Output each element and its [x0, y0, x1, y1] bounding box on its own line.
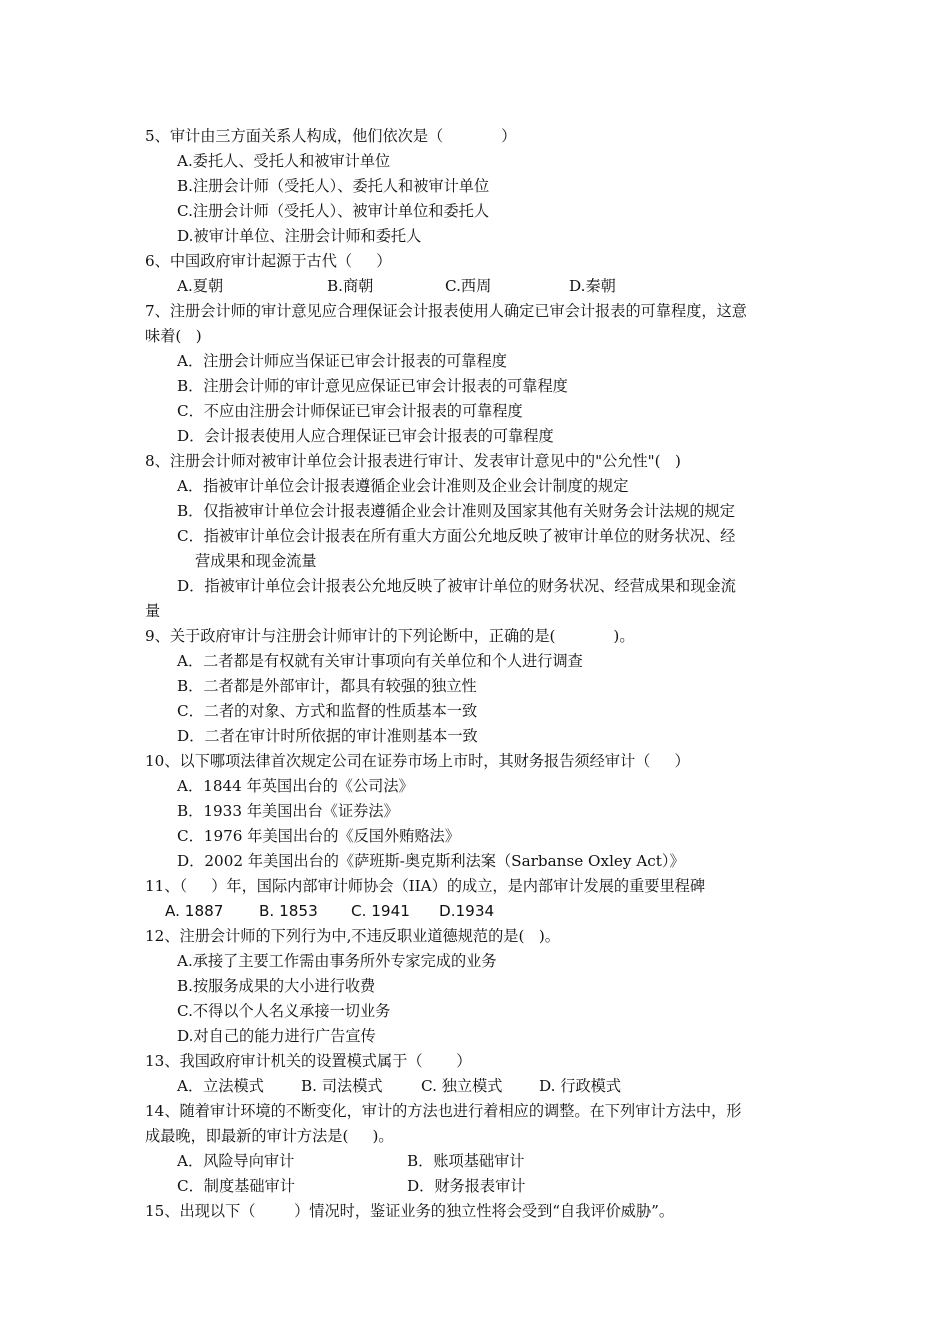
question-7-option-a: A．注册会计师应当保证已审会计报表的可靠程度 — [177, 352, 507, 370]
question-8-option-d-line-2: 量 — [145, 602, 161, 620]
question-8-option-c-line-2: 营成果和现金流量 — [195, 552, 317, 570]
question-9-option-d: D．二者在审计时所依据的审计准则基本一致 — [177, 727, 478, 745]
question-14-option-b: B．账项基础审计 — [407, 1152, 525, 1170]
question-9-option-a: A．二者都是有权就有关审计事项向有关单位和个人进行调查 — [177, 652, 583, 670]
question-8-option-d-line-1: D．指被审计单位会计报表公允地反映了被审计单位的财务状况、经营成果和现金流 — [177, 577, 736, 595]
question-12-stem: 12、注册会计师的下列行为中,不违反职业道德规范的是( )。 — [145, 927, 560, 945]
question-12-option-a: A.承接了主要工作需由事务所外专家完成的业务 — [177, 952, 497, 970]
question-9-option-b: B．二者都是外部审计，都具有较强的独立性 — [177, 677, 477, 695]
question-13-stem: 13、我国政府审计机关的设置模式属于（ ） — [145, 1052, 472, 1070]
question-8-option-b: B．仅指被审计单位会计报表遵循企业会计准则及国家其他有关财务会计法规的规定 — [177, 502, 735, 520]
question-9-stem: 9、关于政府审计与注册会计师审计的下列论断中，正确的是( )。 — [145, 627, 635, 645]
question-12-option-c: C.不得以个人名义承接一切业务 — [177, 1002, 391, 1020]
question-6-option-b: B.商朝 — [327, 277, 374, 295]
question-13-option-c: C. 独立模式 — [421, 1077, 503, 1095]
question-6-options — [177, 274, 810, 299]
question-12-option-b: B.按服务成果的大小进行收费 — [177, 977, 376, 995]
question-15-stem: 15、出现以下（ ）情况时，鉴证业务的独立性将会受到“自我评价威胁”。 — [145, 1202, 675, 1220]
question-11-option-b: B. 1853 — [259, 902, 318, 920]
question-14-option-c: C．制度基础审计 — [177, 1177, 295, 1195]
question-5-option-d: D.被审计单位、注册会计师和委托人 — [177, 227, 422, 245]
question-7-stem-line-2: 味着( ) — [145, 327, 202, 345]
question-6-option-d: D.秦朝 — [569, 277, 616, 295]
question-13-option-d: D. 行政模式 — [539, 1077, 622, 1095]
question-14-stem-line-1: 14、随着审计环境的不断变化，审计的方法也进行着相应的调整。在下列审计方法中，形 — [145, 1102, 742, 1120]
question-7-option-d: D．会计报表使用人应合理保证已审会计报表的可靠程度 — [177, 427, 554, 445]
question-13-option-a: A．立法模式 — [177, 1077, 264, 1095]
question-5-option-c: C.注册会计师（受托人）、被审计单位和委托人 — [177, 202, 490, 220]
question-14-option-a: A．风险导向审计 — [177, 1152, 295, 1170]
question-8-option-a: A．指被审计单位会计报表遵循企业会计准则及企业会计制度的规定 — [177, 477, 629, 495]
question-6-option-a: A.夏朝 — [177, 277, 224, 295]
question-11-option-a: A. 1887 — [165, 902, 224, 920]
question-6-option-c: C.西周 — [445, 277, 492, 295]
question-10-option-c: C．1976 年美国出台的《反国外贿赂法》 — [177, 827, 460, 845]
question-13-options — [177, 1074, 810, 1099]
question-14-options-row-2 — [177, 1174, 810, 1199]
document-body — [145, 124, 810, 1224]
question-5-option-b: B.注册会计师（受托人）、委托人和被审计单位 — [177, 177, 490, 195]
question-11-option-c: C. 1941 — [351, 902, 410, 920]
question-11-option-d: D.1934 — [439, 902, 495, 920]
question-5-stem: 5、审计由三方面关系人构成，他们依次是（ ） — [145, 127, 517, 145]
question-9-option-c: C．二者的对象、方式和监督的性质基本一致 — [177, 702, 478, 720]
question-8-stem: 8、注册会计师对被审计单位会计报表进行审计、发表审计意见中的"公允性"( ) — [145, 452, 681, 470]
question-11-options — [165, 899, 810, 924]
question-14-stem-line-2: 成最晚，即最新的审计方法是( )。 — [145, 1127, 394, 1145]
question-10-option-d: D．2002 年美国出台的《萨班斯-奥克斯利法案（Sarbanse Oxley Act）》 — [177, 852, 685, 870]
question-14-options-row-1 — [177, 1149, 810, 1174]
question-10-option-a: A．1844 年英国出台的《公司法》 — [177, 777, 414, 795]
question-7-option-b: B．注册会计师的审计意见应保证已审会计报表的可靠程度 — [177, 377, 568, 395]
question-7-stem-line-1: 7、注册会计师的审计意见应合理保证会计报表使用人确定已审会计报表的可靠程度，这意 — [145, 302, 747, 320]
question-13-option-b: B. 司法模式 — [301, 1077, 383, 1095]
question-12-option-d: D.对自己的能力进行广告宣传 — [177, 1027, 376, 1045]
question-8-option-c-line-1: C．指被审计单位会计报表在所有重大方面公允地反映了被审计单位的财务状况、经 — [177, 527, 736, 545]
question-10-option-b: B．1933 年美国出台《证券法》 — [177, 802, 399, 820]
question-7-option-c: C．不应由注册会计师保证已审会计报表的可靠程度 — [177, 402, 523, 420]
question-11-stem: 11、（ ）年，国际内部审计师协会（IIA）的成立，是内部审计发展的重要里程碑 — [145, 877, 706, 895]
question-10-stem: 10、以下哪项法律首次规定公司在证券市场上市时，其财务报告须经审计（ ） — [145, 752, 690, 770]
question-5-option-a: A.委托人、受托人和被审计单位 — [177, 152, 391, 170]
question-6-stem: 6、中国政府审计起源于古代（ ） — [145, 252, 392, 270]
question-14-option-d: D．财务报表审计 — [407, 1177, 526, 1195]
